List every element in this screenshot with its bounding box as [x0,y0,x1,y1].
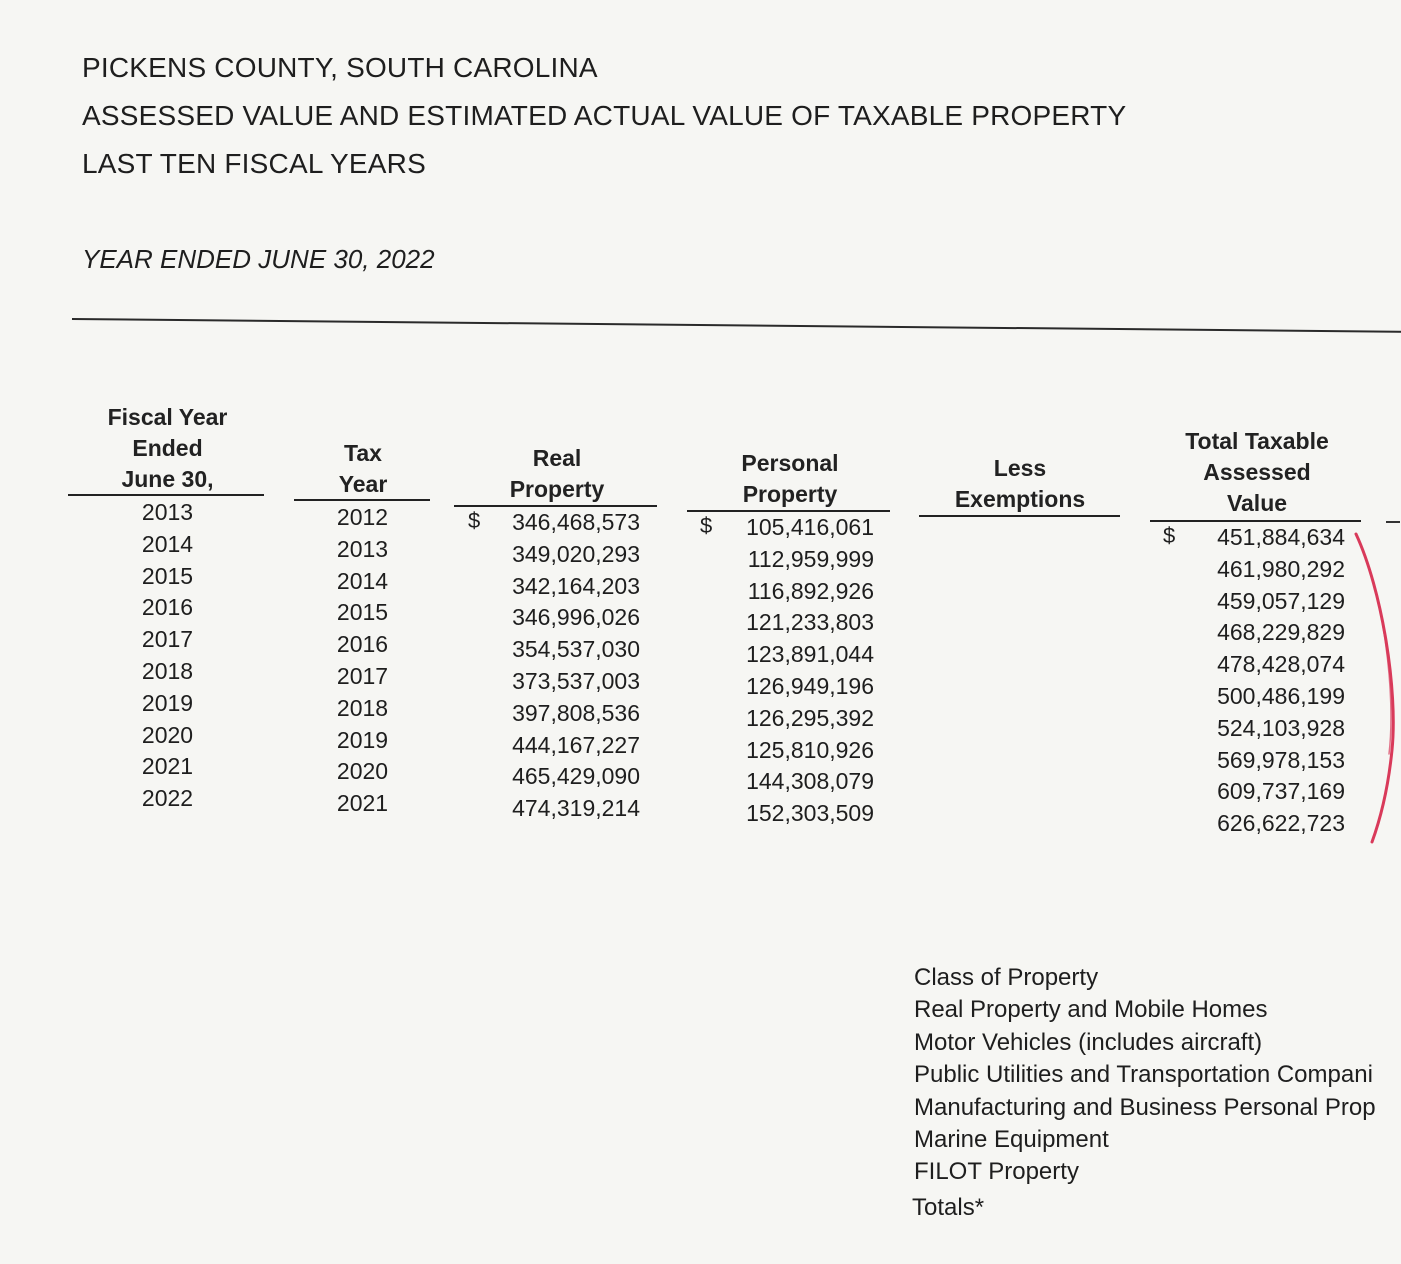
table-cell: 468,229,829 [1217,619,1345,646]
table-cell: 2014 [141,530,194,557]
real-property-column [480,507,640,825]
list-item: Public Utilities and Transportation Compani [914,1061,1373,1089]
currency-symbol: $ [700,513,713,538]
header-fiscal-year: Fiscal Year Ended June 30, [107,404,228,492]
table-cell: 2019 [336,726,389,753]
header-less-exemptions: Less Exemptions [954,455,1086,512]
header-tax-year: Tax Year [338,440,388,497]
totals-label: Totals* [912,1194,985,1221]
table-cell: 346,996,026 [512,604,640,631]
table-cell: 397,808,536 [512,699,640,726]
list-item: FILOT Property [914,1158,1079,1186]
table-cell: 2016 [141,594,194,621]
table-cell: 2021 [141,753,194,780]
report-title: ASSESSED VALUE AND ESTIMATED ACTUAL VALUE OF TAXABLE PROPERTY [82,100,1127,131]
period-label: YEAR ENDED JUNE 30, 2022 [82,244,435,274]
table-cell: 2016 [336,631,389,658]
table-cell: 465,429,090 [512,763,640,790]
table-cell: 2018 [141,657,194,684]
table-cell: 123,891,044 [746,641,874,668]
table-cell: 121,233,803 [746,609,874,636]
table-cell: 2017 [141,626,194,653]
header-rule [72,318,1401,333]
table-cell: 354,537,030 [512,636,640,663]
table-cell: 524,103,928 [1217,714,1345,741]
tax-year-column [305,502,420,820]
table-cell: 2020 [141,721,194,748]
table-cell: 346,468,573 [512,509,640,535]
table-cell: 2018 [336,694,389,721]
table-cell: 349,020,293 [512,540,640,567]
table-cell: 105,416,061 [746,514,874,540]
table-cell: 2019 [141,689,194,716]
table-cell: 116,892,926 [747,577,874,604]
table-cell: 373,537,003 [512,667,640,694]
table-cell: 474,319,214 [512,795,640,822]
header-underline [294,499,430,501]
table-cell: 2013 [336,535,389,562]
table-cell: 478,428,074 [1217,651,1345,678]
list-item: Motor Vehicles (includes aircraft) [914,1028,1263,1056]
class-heading: Class of Property [914,964,1099,991]
currency-symbol: $ [468,508,481,533]
table-cell: 126,295,392 [746,704,874,731]
header-total-taxable: Total Taxable Assessed Value [1185,428,1329,516]
table-cell: 2013 [141,499,194,525]
total-taxable-column [1185,522,1345,840]
table-cell: 609,737,169 [1217,778,1345,805]
table-cell: 451,884,634 [1217,524,1345,550]
table-cell: 112,959,999 [747,545,874,572]
fiscal-year-column [110,497,225,815]
table-cell: 2015 [336,599,389,626]
table-cell: 2022 [141,785,194,812]
county-title: PICKENS COUNTY, SOUTH CAROLINA [82,52,598,83]
table-cell: 459,057,129 [1217,587,1345,614]
table-cell: 342,164,203 [512,572,640,599]
table-cell: 569,978,153 [1217,746,1345,773]
table-cell: 500,486,199 [1217,682,1345,709]
table-cell: 2015 [141,562,194,589]
table-cell: 626,622,723 [1217,810,1345,837]
header-underline [68,494,264,496]
table-cell: 144,308,079 [746,768,874,795]
header-personal-property: Personal Property [741,450,839,507]
table-cell: 152,303,509 [746,800,874,827]
table-cell: 2021 [336,790,389,817]
table-cell: 126,949,196 [746,672,874,699]
list-item: Real Property and Mobile Homes [914,996,1268,1024]
table-cell: 461,980,292 [1217,555,1345,582]
report-subtitle: LAST TEN FISCAL YEARS [82,148,426,179]
personal-property-column [714,512,874,830]
table-cell: 444,167,227 [512,731,640,758]
currency-symbol: $ [1163,523,1176,548]
list-item: Manufacturing and Business Personal Prop [914,1093,1376,1121]
table-cell: 2017 [336,662,389,689]
red-bracket-mark [1352,530,1401,850]
table-cell: 2014 [336,567,389,594]
header-real-property: Real Property [509,445,605,502]
table-cell: 2020 [336,758,389,785]
table-cell: 125,810,926 [746,736,874,763]
margin-tick [1386,521,1400,523]
header-underline [919,515,1120,517]
table-cell: 2012 [336,504,389,530]
class-of-property-list [914,962,1376,1189]
list-item: Marine Equipment [914,1125,1109,1153]
